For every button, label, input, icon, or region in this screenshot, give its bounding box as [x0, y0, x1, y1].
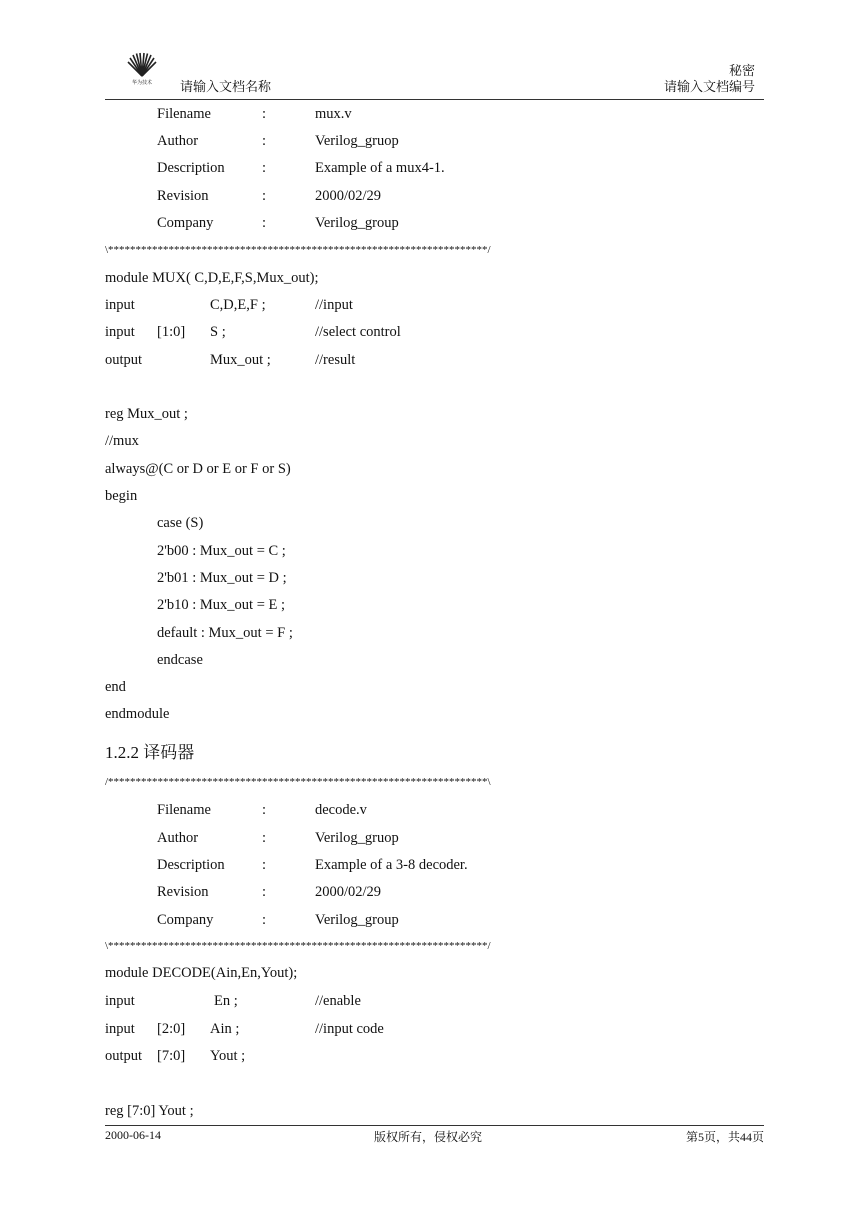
- port-direction: input: [105, 993, 135, 1009]
- field-key: Description: [157, 857, 225, 873]
- code-comment: //mux: [105, 433, 139, 449]
- module-declaration: module MUX( C,D,E,F,S,Mux_out);: [105, 270, 319, 286]
- svg-text:华为技术: 华为技术: [131, 80, 153, 86]
- huawei-logo-icon: [124, 52, 160, 86]
- field-value: 2000/02/29: [315, 884, 382, 900]
- comment-start-line: /*********************************************************************\: [105, 776, 491, 788]
- footer-copyright: 版权所有，侵权必究: [374, 1130, 483, 1144]
- case-line: default : Mux_out = F ;: [157, 625, 293, 641]
- field-value: Verilog_group: [315, 215, 399, 231]
- port-comment: //select control: [315, 324, 401, 340]
- port-name: S ;: [210, 324, 226, 340]
- field-value: Example of a 3-8 decoder.: [315, 857, 468, 873]
- reg-declaration: reg [7:0] Yout ;: [105, 1103, 194, 1119]
- port-direction: input: [105, 297, 135, 313]
- field-sep: :: [262, 912, 267, 928]
- port-name: Mux_out ;: [210, 352, 271, 368]
- footer-page-number: 第5页，共44页: [685, 1130, 764, 1144]
- field-key: Filename: [157, 802, 211, 818]
- field-key: Description: [157, 160, 225, 176]
- port-comment: //input code: [315, 1021, 384, 1037]
- port-width: [7:0]: [157, 1048, 186, 1064]
- field-sep: :: [262, 160, 267, 176]
- port-width: [1:0]: [157, 324, 186, 340]
- field-value: Verilog_gruop: [315, 133, 399, 149]
- port-comment: //enable: [315, 993, 361, 1009]
- port-name: Yout ;: [210, 1048, 246, 1064]
- document-number: 请输入文档编号: [663, 79, 755, 94]
- field-value: decode.v: [315, 802, 367, 818]
- port-direction: output: [105, 352, 143, 368]
- document-name: 请输入文档名称: [180, 79, 272, 94]
- classification-label: 秘密: [728, 63, 755, 78]
- begin-keyword: begin: [105, 488, 138, 504]
- field-value: 2000/02/29: [315, 188, 382, 204]
- reg-declaration: reg Mux_out ;: [105, 406, 188, 422]
- always-statement: always@(C or D or E or F or S): [105, 461, 291, 477]
- comment-end-line: \*********************************************************************/: [105, 244, 491, 256]
- field-sep: :: [262, 857, 267, 873]
- field-key: Revision: [157, 188, 209, 204]
- module-declaration: module DECODE(Ain,En,Yout);: [105, 965, 298, 981]
- port-name: Ain ;: [210, 1021, 240, 1037]
- port-name: En ;: [214, 993, 238, 1009]
- field-sep: :: [262, 884, 267, 900]
- field-key: Author: [157, 830, 199, 846]
- field-key: Filename: [157, 106, 211, 122]
- field-key: Author: [157, 133, 199, 149]
- field-key: Company: [157, 912, 214, 928]
- port-name: C,D,E,F ;: [210, 297, 266, 313]
- section-heading: 1.2.2 译码器: [105, 743, 195, 762]
- case-line: 2'b01 : Mux_out = D ;: [157, 570, 287, 586]
- header-divider: [105, 99, 764, 100]
- field-sep: :: [262, 215, 267, 231]
- end-keyword: end: [105, 679, 126, 695]
- footer-date: 2000-06-14: [105, 1128, 161, 1142]
- port-direction: input: [105, 324, 135, 340]
- field-sep: :: [262, 188, 267, 204]
- comment-end-line: \*********************************************************************/: [105, 940, 491, 952]
- case-line: endcase: [157, 652, 203, 668]
- footer-divider: [105, 1125, 764, 1126]
- field-key: Revision: [157, 884, 209, 900]
- case-line: 2'b10 : Mux_out = E ;: [157, 597, 286, 613]
- field-sep: :: [262, 830, 267, 846]
- field-sep: :: [262, 133, 267, 149]
- case-line: case (S): [157, 515, 204, 531]
- endmodule-keyword: endmodule: [105, 706, 170, 722]
- port-direction: output: [105, 1048, 143, 1064]
- case-line: 2'b00 : Mux_out = C ;: [157, 543, 286, 559]
- field-key: Company: [157, 215, 214, 231]
- field-sep: :: [262, 802, 267, 818]
- port-direction: input: [105, 1021, 135, 1037]
- port-width: [2:0]: [157, 1021, 186, 1037]
- field-value: mux.v: [315, 106, 352, 122]
- field-sep: :: [262, 106, 267, 122]
- port-comment: //result: [315, 352, 356, 368]
- port-comment: //input: [315, 297, 353, 313]
- field-value: Verilog_gruop: [315, 830, 399, 846]
- field-value: Example of a mux4-1.: [315, 160, 445, 176]
- field-value: Verilog_group: [315, 912, 399, 928]
